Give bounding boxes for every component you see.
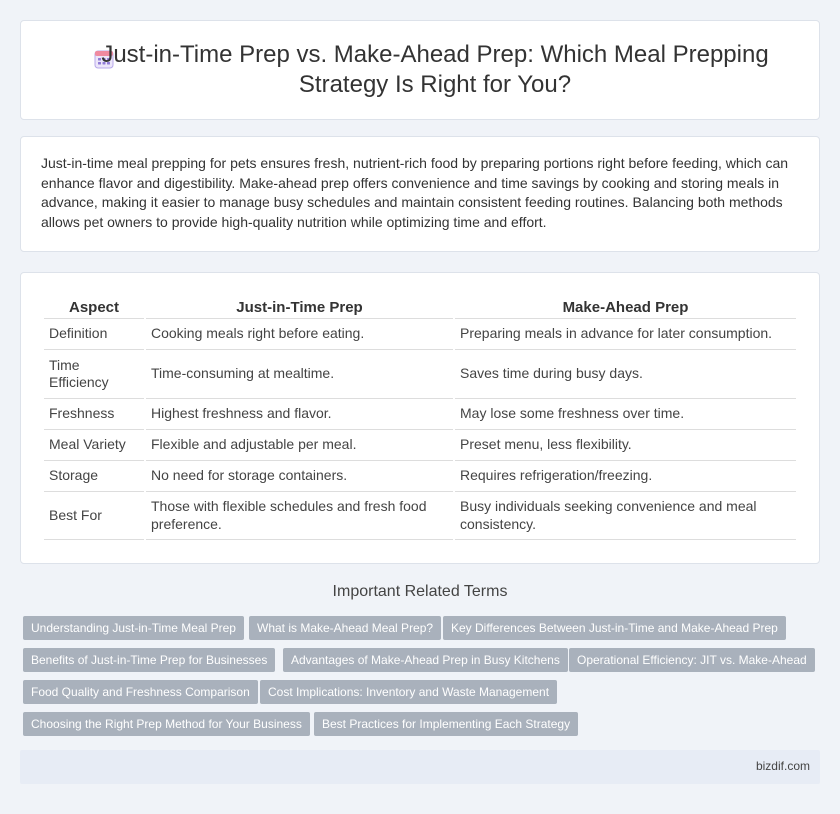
row-aspect: Storage (44, 461, 144, 492)
intro-paragraph: Just-in-time meal prepping for pets ensures fresh, nutrient-rich food by preparing portions right before feeding, which can enhance flavor and digestibility. Make-ahead prep offers convenience and time savings by cooking and storing meals in advance, making it easier to manage busy schedules and maintain consistent feeding routines. Balancing both methods allows pet owners to provide high-quality nutrition while optimizing time and effort. (41, 155, 789, 230)
row-just-in-time: Flexible and adjustable per meal. (146, 430, 453, 461)
row-make-ahead: May lose some freshness over time. (455, 399, 796, 430)
related-term-link[interactable]: What is Make-Ahead Meal Prep? (249, 616, 441, 640)
row-just-in-time: Those with flexible schedules and fresh food preference. (146, 492, 453, 540)
row-just-in-time: Highest freshness and flavor. (146, 399, 453, 430)
intro-card (20, 136, 820, 252)
row-aspect: Definition (44, 319, 144, 350)
footer-brand[interactable]: bizdif.com (755, 759, 810, 773)
title-wrap (21, 21, 819, 119)
row-make-ahead: Preparing meals in advance for later consumption. (455, 319, 796, 350)
related-term-link[interactable]: Choosing the Right Prep Method for Your Business (23, 712, 310, 736)
header-card (20, 20, 820, 120)
related-term-link[interactable]: Cost Implications: Inventory and Waste Management (260, 680, 557, 704)
related-term-link[interactable]: Understanding Just-in-Time Meal Prep (23, 616, 244, 640)
row-just-in-time: No need for storage containers. (146, 461, 453, 492)
comparison-card (20, 272, 820, 564)
table-header-row (44, 295, 796, 319)
related-term-link[interactable]: Advantages of Make-Ahead Prep in Busy Kitchens (283, 648, 568, 672)
row-aspect: Best For (44, 492, 144, 540)
related-term-link[interactable]: Best Practices for Implementing Each Strategy (314, 712, 578, 736)
related-term-link[interactable]: Key Differences Between Just-in-Time and Make-Ahead Prep (443, 616, 786, 640)
table-row (44, 430, 796, 461)
row-aspect: Meal Variety (44, 430, 144, 461)
row-just-in-time: Time-consuming at mealtime. (146, 350, 453, 399)
table-row (44, 350, 796, 399)
row-just-in-time: Cooking meals right before eating. (146, 319, 453, 350)
header-make-ahead: Make-Ahead Prep (455, 295, 796, 319)
page-title: Just-in-Time Prep vs. Make-Ahead Prep: Which Meal Prepping Strategy Is Right for You? (101, 41, 769, 98)
header-just-in-time: Just-in-Time Prep (146, 295, 453, 319)
table-row (44, 319, 796, 350)
related-term-link[interactable]: Food Quality and Freshness Comparison (23, 680, 258, 704)
row-make-ahead: Preset menu, less flexibility. (455, 430, 796, 461)
related-terms-title: Important Related Terms (332, 583, 508, 600)
table-row (44, 492, 796, 540)
row-aspect: Freshness (44, 399, 144, 430)
comparison-table (42, 295, 798, 540)
related-term-link[interactable]: Operational Efficiency: JIT vs. Make-Ahead (569, 648, 815, 672)
related-term-link[interactable]: Benefits of Just-in-Time Prep for Businesses (23, 648, 275, 672)
header-aspect: Aspect (44, 295, 144, 319)
row-make-ahead: Busy individuals seeking convenience and meal consistency. (455, 492, 796, 540)
row-make-ahead: Requires refrigeration/freezing. (455, 461, 796, 492)
row-make-ahead: Saves time during busy days. (455, 350, 796, 399)
footer (20, 750, 820, 784)
row-aspect: Time Efficiency (44, 350, 144, 399)
table-row (44, 461, 796, 492)
table-row (44, 399, 796, 430)
